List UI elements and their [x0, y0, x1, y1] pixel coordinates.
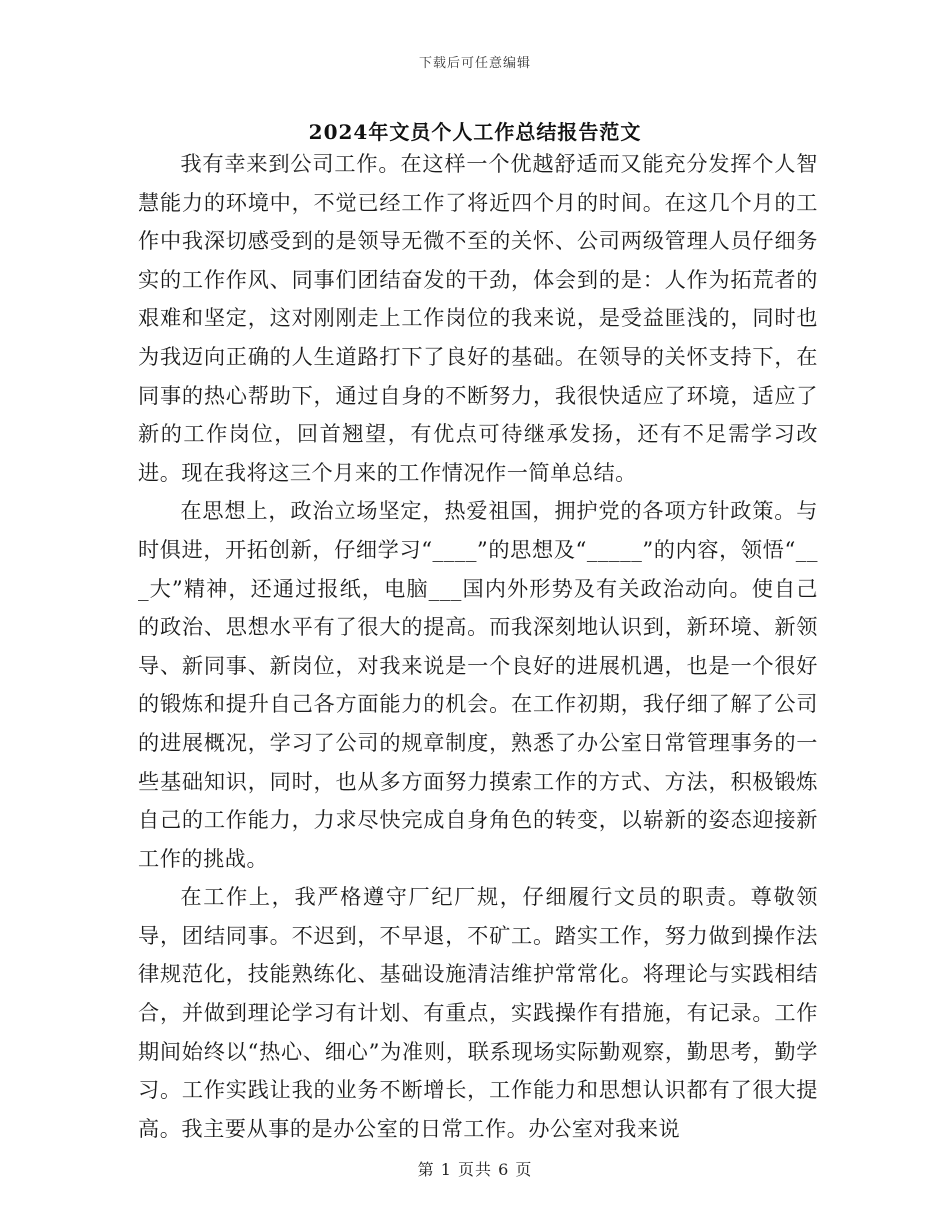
paragraph-intro: 我有幸来到公司工作。在这样一个优越舒适而又能充分发挥个人智慧能力的环境中，不觉已经工作了将近四个月的时间。在这几个月的工作中我深切感受到的是领导无微不至的关怀、公司两级管理人员仔细务实的工作作风、同事们团结奋发的干劲，体会到的是：人作为拓荒者的艰难和坚定，这对刚刚走上工作岗位的我来说，是受益匪浅的，同时也为我迈向正确的人生道路打下了良好的基础。在领导的关怀支持下，在同事的热心帮助下，通过自身的不断努力，我很快适应了环境，适应了新的工作岗位，回首翘望，有优点可待继承发扬，还有不足需学习改进。现在我将这三个月来的工作情况作一简单总结。 [138, 151, 818, 485]
document-body [138, 145, 818, 1148]
document-title: 2024年文员个人工作总结报告范文 [308, 120, 642, 144]
page-number-footer: 第 1 页共 6 页 [417, 1160, 533, 1179]
paragraph-thought: 在思想上，政治立场坚定，热爱祖国，拥护党的各项方针政策。与时俱进，开拓创新，仔细学习“____”的思想及“_____”的内容，领悟“___大”精神，还通过报纸，电脑___国内外形势及有关政治动向。使自己的政治、思想水平有了很大的提高。而我深刻地认识到，新环境、新领导、新同事、新岗位，对我来说是一个良好的进展机遇，也是一个很好的锻炼和提升自己各方面能力的机会。在工作初期，我仔细了解了公司的进展概况，学习了公司的规章制度，熟悉了办公室日常管理事务的一些基础知识，同时，也从多方面努力摸索工作的方式、方法，积极锻炼自己的工作能力，力求尽快完成自身角色的转变，以崭新的姿态迎接新工作的挑战。 [138, 498, 818, 871]
paragraph-work: 在工作上，我严格遵守厂纪厂规，仔细履行文员的职责。尊敬领导，团结同事。不迟到，不早退，不矿工。踏实工作，努力做到操作法律规范化，技能熟练化、基础设施清洁维护常常化。将理论与实践相结合，并做到理论学习有计划、有重点，实践操作有措施，有记录。工作期间始终以“热心、细心”为准则，联系现场实际勤观察，勤思考，勤学习。工作实践让我的业务不断增长，工作能力和思想认识都有了很大提高。我主要从事的是办公室的日常工作。办公室对我来说 [138, 884, 818, 1141]
download-edit-note: 下载后可任意编辑 [418, 56, 531, 71]
